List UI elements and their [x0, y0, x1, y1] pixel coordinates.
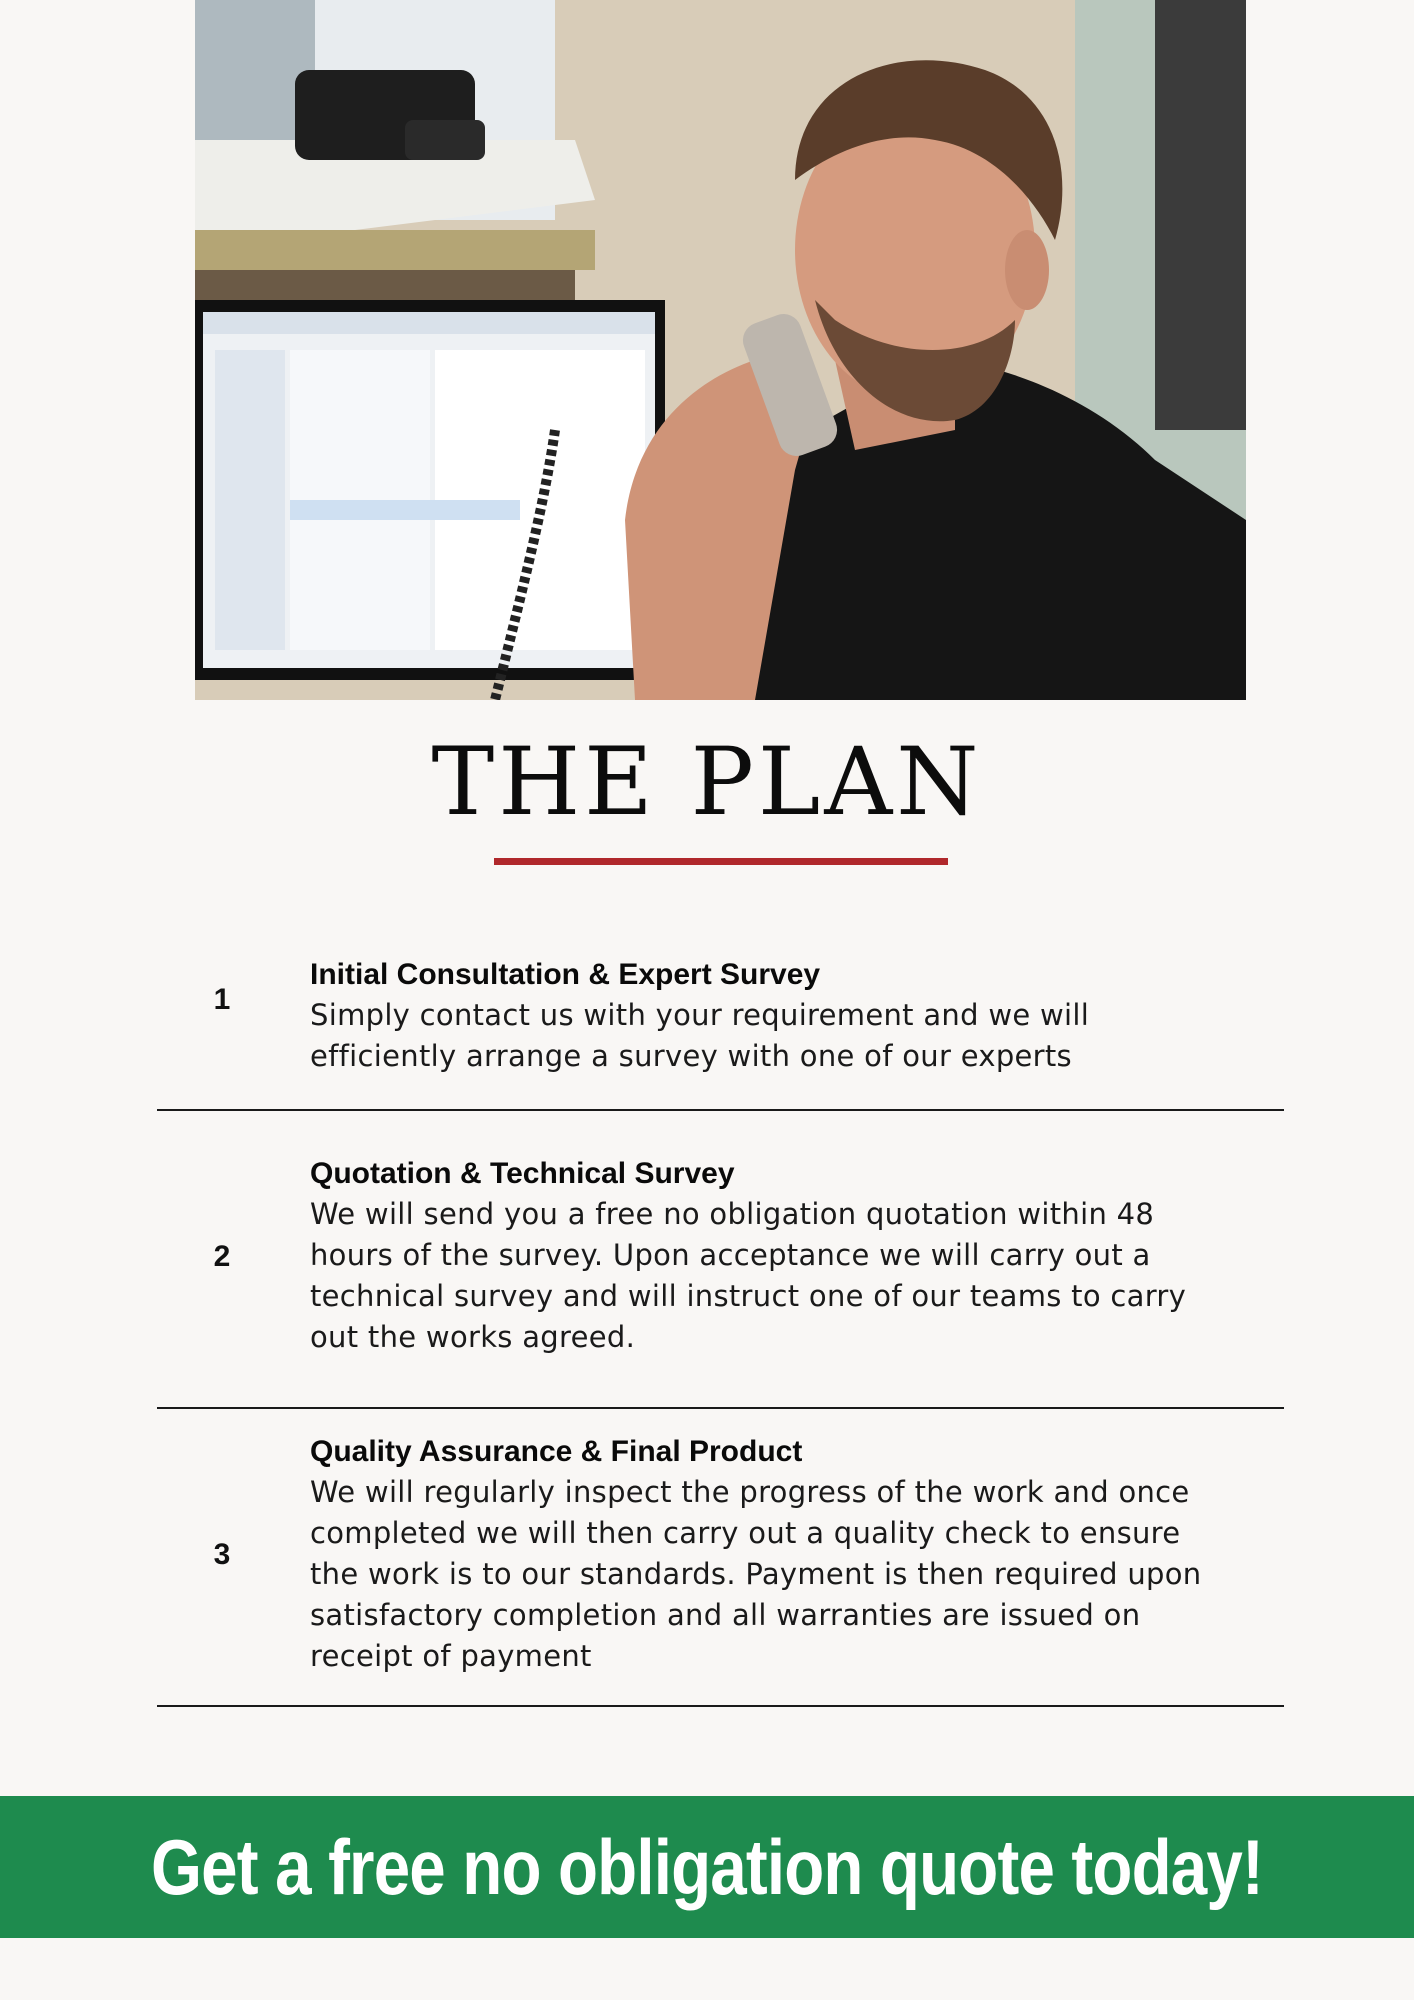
step-text-line: out the works agreed. [310, 1320, 636, 1354]
divider [157, 1109, 1284, 1111]
step-body [310, 955, 1280, 1077]
step-text-line: technical survey and will instruct one of our teams to carry [310, 1279, 1187, 1313]
cta-text[interactable]: Get a free no obligation quote today! [151, 1823, 1263, 1911]
step-heading: Quotation & Technical Survey [310, 1157, 735, 1190]
step-body [310, 1432, 1280, 1677]
step-text-line: efficiently arrange a survey with one of our experts [310, 1039, 1072, 1073]
plan-step-2 [157, 1154, 1284, 1364]
divider [157, 1407, 1284, 1409]
step-text-line: Simply contact us with your requirement and we will [310, 998, 1090, 1032]
step-text-line: satisfactory completion and all warranties are issued on [310, 1598, 1141, 1632]
step-heading: Quality Assurance & Final Product [310, 1435, 803, 1468]
cta-banner[interactable] [0, 1796, 1414, 1938]
plan-step-3 [157, 1432, 1284, 1682]
hero-photo [195, 0, 1246, 700]
step-text-line: the work is to our standards. Payment is then required upon [310, 1557, 1202, 1591]
step-text-line: completed we will then carry out a quality check to ensure [310, 1516, 1181, 1550]
step-text-line: We will regularly inspect the progress of the work and once [310, 1475, 1190, 1509]
step-number: 3 [213, 1538, 231, 1571]
photo-man-on-phone-icon [195, 0, 1246, 700]
step-text-line: We will send you a free no obligation quotation within 48 [310, 1197, 1155, 1231]
page-title: THE PLAN [431, 728, 983, 837]
plan-step-1 [157, 955, 1284, 1105]
step-text-line: hours of the survey. Upon acceptance we will carry out a [310, 1238, 1151, 1272]
step-text-line: receipt of payment [310, 1639, 592, 1673]
step-heading: Initial Consultation & Expert Survey [310, 958, 821, 991]
step-number: 1 [213, 983, 231, 1016]
divider [157, 1705, 1284, 1707]
step-body [310, 1154, 1280, 1358]
title-underline [494, 858, 948, 865]
step-number: 2 [213, 1240, 231, 1273]
